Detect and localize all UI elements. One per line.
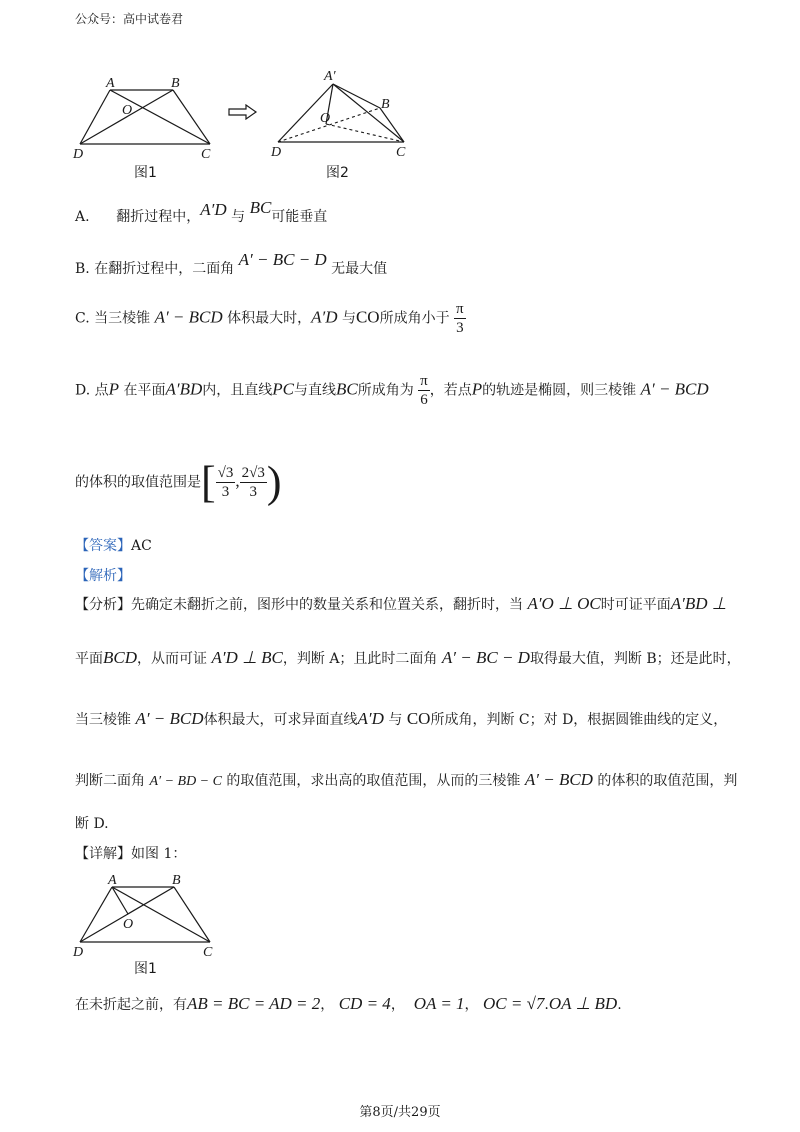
option-d-fraction: $\frac{\pi}{6}$: [420, 373, 428, 408]
figure-3-svg: [70, 870, 220, 960]
fig3-label-c: C: [203, 945, 213, 960]
fig2-label-a-prime: A′: [324, 69, 336, 84]
figure-1-caption: 图1: [134, 165, 157, 181]
option-a-math-2: BC: [249, 198, 272, 217]
header-text: 公众号：高中试卷君: [75, 12, 184, 26]
analysis-line-5: 断 D.: [75, 816, 109, 832]
option-a-text-2: 与: [231, 209, 246, 225]
analysis-line-1: 【分析】先确定未翻折之前，图形中的数量关系和位置关系，翻折时，当 A′O ⊥ OC时可证平面A′BD ⊥: [75, 594, 727, 613]
answer-tag: 【答案】: [75, 538, 131, 554]
option-c-math-3: CO: [355, 307, 380, 327]
detail: 【详解】如图 1：: [75, 846, 187, 862]
figure-1: [70, 72, 220, 172]
fig1-label-a: A: [106, 76, 115, 91]
fig1-label-o: O: [122, 103, 133, 118]
answer: [75, 536, 152, 556]
answer-value: AC: [131, 538, 152, 554]
figure-1-svg: [70, 72, 220, 172]
option-d-text: 点: [94, 382, 109, 399]
fig2-label-o: O: [320, 111, 331, 126]
analysis-line-3: 当三棱锥 A′ − BCD体积最大，可求异面直线A′D 与 CO所成角，判断 C；对 D，根据圆锥曲线的定义，: [75, 709, 728, 728]
option-c-text-2: 体积最大时，: [227, 310, 312, 327]
option-d-letter: D.: [75, 382, 91, 399]
option-b-text: 在翻折过程中，二面角: [94, 261, 235, 277]
option-c-math-1: A′ − BCD: [154, 307, 223, 327]
option-a-text-3: 可能垂直: [271, 209, 328, 225]
fig3-label-b: B: [172, 873, 181, 888]
figure-2: [268, 66, 418, 166]
option-d-line-2: 的体积的取值范围是[ $\frac{√3}{3}$ , $\frac{2√3}{3}$ ): [75, 457, 282, 507]
transform-arrow-icon: [228, 104, 258, 124]
option-c-fraction: $\frac{\pi}{3}$: [456, 301, 464, 336]
figure-3: [70, 870, 220, 960]
fig2-label-d: D: [271, 145, 282, 160]
analysis-line-2: 平面BCD，从而可证 A′D ⊥ BC，判断 A；且此时二面角 A′ − BC − D取得最大值，判断 B；还是此时，: [75, 648, 741, 667]
option-d: D. 点P 在平面A′BD内，且直线PC与直线BC所成角为 $\frac{\pi}{6}$ ，若点P的轨迹是椭圆，则三棱锥 A′ − BCD: [75, 373, 709, 408]
range-upper-fraction: $\frac{2√3}{3}$: [241, 465, 265, 500]
option-c-math-2: A′D: [311, 307, 338, 327]
option-c-text-3: 与: [341, 310, 356, 327]
option-a: [75, 198, 328, 227]
fig1-label-b: B: [171, 76, 180, 91]
fig2-label-b: B: [381, 97, 390, 112]
option-a-math-1: A′D: [200, 200, 227, 219]
option-c-letter: C.: [75, 310, 90, 327]
fig3-label-d: D: [73, 945, 84, 960]
fig1-label-d: D: [73, 147, 84, 162]
fig1-label-c: C: [201, 147, 211, 162]
option-c-text: 当三棱锥: [94, 310, 151, 327]
option-b-letter: B.: [75, 261, 90, 277]
option-c: [75, 300, 466, 337]
fig3-label-o: O: [123, 917, 134, 932]
page-footer: 第8页/共29页: [359, 1105, 441, 1120]
option-a-letter: A.: [75, 209, 90, 225]
fig2-label-c: C: [396, 145, 406, 160]
option-c-text-4: 所成角小于: [379, 310, 450, 327]
option-b-text-2: 无最大值: [331, 261, 388, 277]
last-line: 在未折起之前，有AB = BC = AD = 2， CD = 4， OA = 1， OC = √7.OA ⊥ BD.: [75, 994, 622, 1013]
analysis-line-4: 判断二面角 A′ − BD − C 的取值范围，求出高的取值范围，从而的三棱锥 A′ − BCD 的体积的取值范围，判: [75, 770, 738, 789]
option-a-text: 翻折过程中，: [116, 209, 201, 225]
analysis-tag: 【解析】: [75, 568, 131, 584]
option-b-math: A′ − BC − D: [238, 250, 327, 269]
figure-3-caption: 图1: [134, 961, 157, 977]
range-lower-fraction: $\frac{√3}{3}$: [217, 465, 234, 500]
fig3-label-a: A: [108, 873, 117, 888]
figure-2-caption: 图2: [326, 165, 349, 181]
figure-2-svg: [268, 66, 418, 166]
option-b: [75, 250, 388, 279]
